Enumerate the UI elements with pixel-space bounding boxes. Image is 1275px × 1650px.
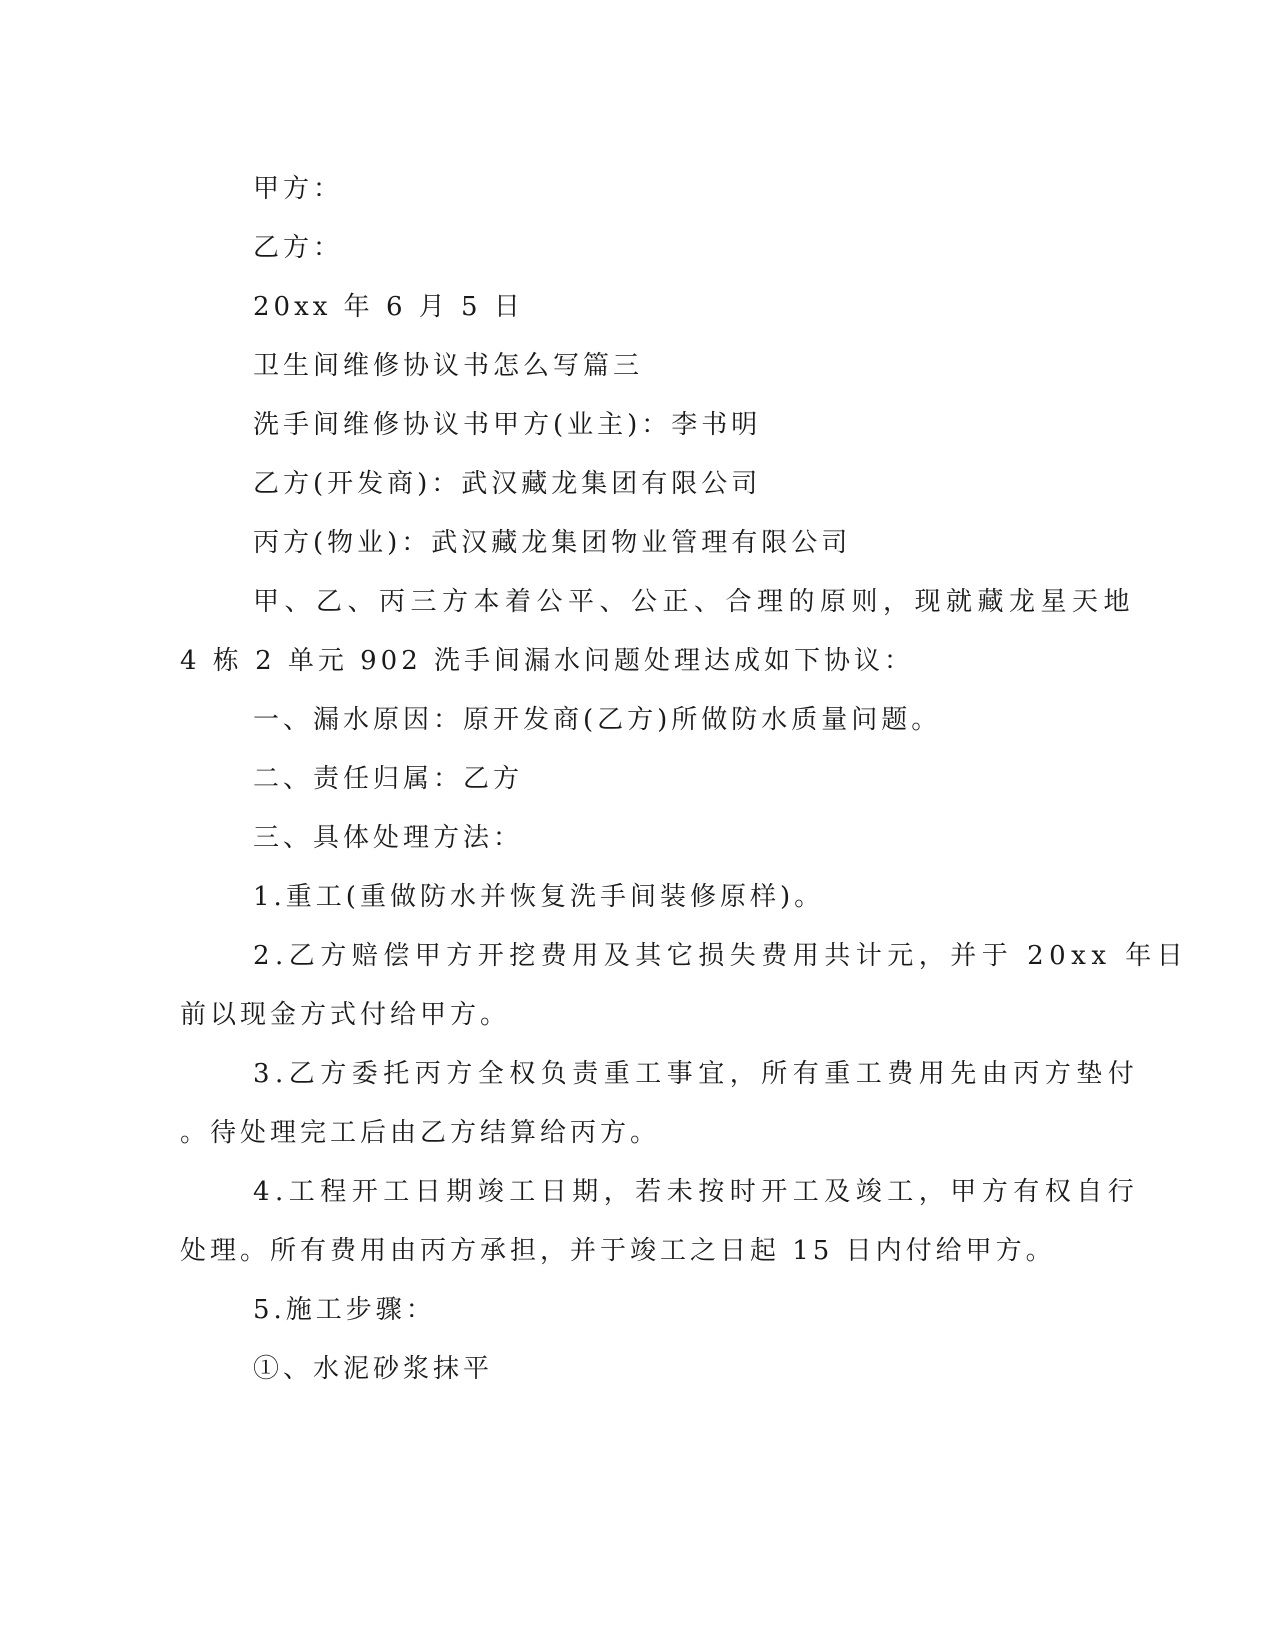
method-item-4-line-1: 4.工程开工日期竣工日期，若未按时开工及竣工，甲方有权自行: [253, 1177, 1140, 1207]
method-item-5: 5.施工步骤：: [253, 1295, 436, 1325]
agreement-party-a: 洗手间维修协议书甲方(业主)：李书明: [253, 410, 762, 440]
method-item-2-line-1: 2.乙方赔偿甲方开挖费用及其它损失费用共计元，并于 20xx 年日: [253, 941, 1189, 971]
method-item-2-line-2: 前以现金方式付给甲方。: [180, 1000, 511, 1030]
agreement-party-c: 丙方(物业)：武汉藏龙集团物业管理有限公司: [253, 528, 852, 558]
step-item-1: ①、水泥砂浆抹平: [253, 1354, 494, 1384]
preamble-line-2: 4 栋 2 单元 902 洗手间漏水问题处理达成如下协议：: [180, 646, 915, 676]
method-item-3-line-2: 。待处理完工后由乙方结算给丙方。: [180, 1118, 661, 1148]
agreement-party-b: 乙方(开发商)：武汉藏龙集团有限公司: [253, 469, 762, 499]
date-line: 20xx 年 6 月 5 日: [253, 292, 524, 322]
party-a-line: 甲方：: [253, 174, 344, 204]
method-item-4-line-2: 处理。所有费用由丙方承担，并于竣工之日起 15 日内付给甲方。: [180, 1236, 1056, 1266]
preamble-line-1: 甲、乙、丙三方本着公平、公正、合理的原则，现就藏龙星天地: [253, 587, 1136, 617]
section-title: 卫生间维修协议书怎么写篇三: [253, 351, 644, 381]
method-item-3-line-1: 3.乙方委托丙方全权负责重工事宜，所有重工费用先由丙方垫付: [253, 1059, 1140, 1089]
clause-cause: 一、漏水原因：原开发商(乙方)所做防水质量问题。: [253, 705, 942, 735]
method-item-1: 1.重工(重做防水并恢复洗手间装修原样)。: [253, 882, 825, 912]
party-b-line: 乙方：: [253, 233, 344, 263]
clause-responsibility: 二、责任归属：乙方: [253, 764, 524, 794]
document-body: [180, 160, 1189, 1399]
clause-method-heading: 三、具体处理方法：: [253, 823, 524, 853]
